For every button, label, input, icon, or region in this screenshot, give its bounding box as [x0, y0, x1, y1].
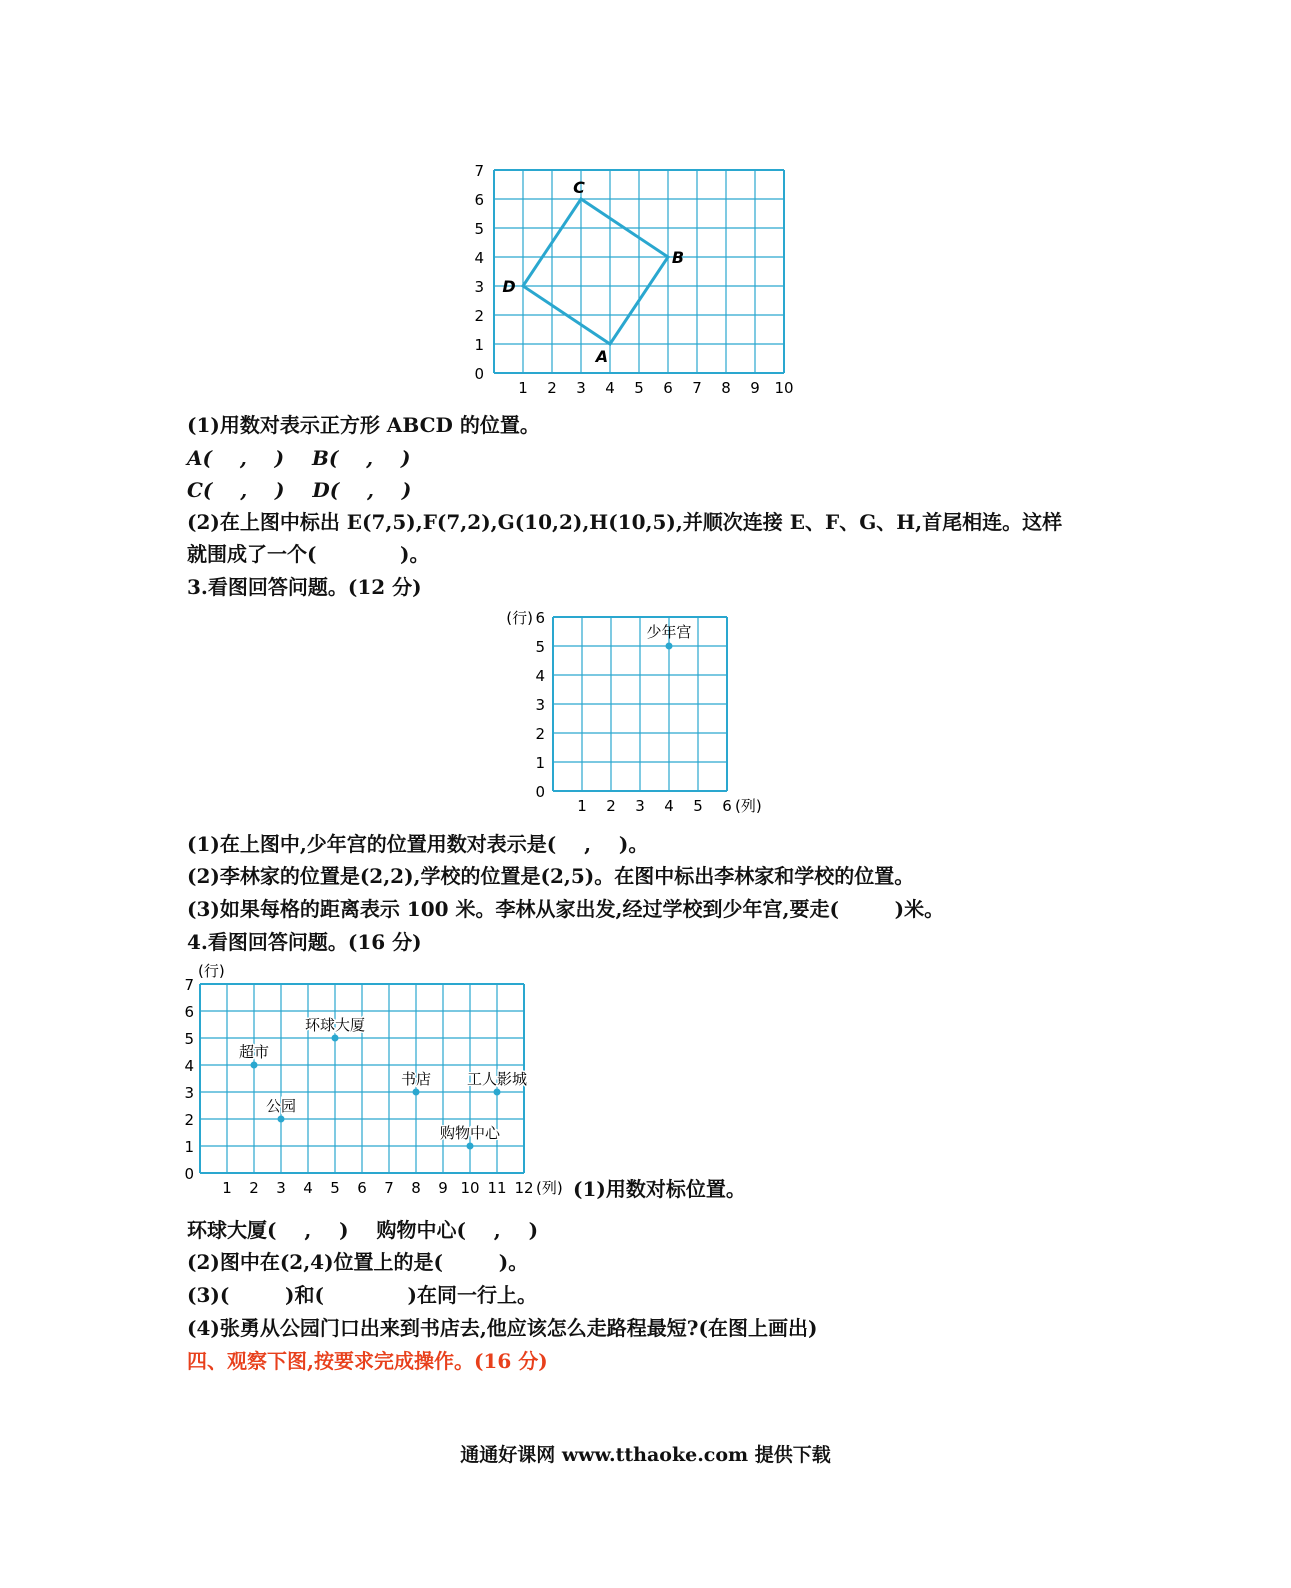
grid1-y-tick: 6 [474, 191, 484, 209]
q3-part2: (2)李林家的位置是(2,2),学校的位置是(2,5)。在图中标出李林家和学校的位置。 [187, 864, 915, 888]
grid3-y-tick: 3 [184, 1084, 194, 1102]
grid3-x-tick: 3 [276, 1179, 286, 1197]
grid1-x-tick: 2 [547, 379, 557, 397]
q3-heading: 3.看图回答问题。(12 分) [187, 575, 422, 599]
q3-part3: (3)如果每格的距离表示 100 米。李林从家出发,经过学校到少年宫,要走( )米。 [187, 897, 945, 921]
grid3-x-tick: 12 [514, 1179, 534, 1197]
grid2-y-tick: 0 [535, 783, 545, 801]
map-point [332, 1035, 339, 1042]
grid3-x-axis-label: (列) [536, 1179, 563, 1197]
square-abcd [523, 199, 668, 344]
grid2-x-tick: 1 [577, 797, 587, 815]
grid3-y-tick: 1 [184, 1138, 194, 1156]
q4-part1-answer: 环球大厦( , ) 购物中心( , ) [187, 1218, 539, 1242]
q4-part2: (2)图中在(2,4)位置上的是( )。 [187, 1250, 529, 1274]
grid3-y-tick: 5 [184, 1030, 194, 1048]
point-label-D: D [502, 277, 516, 296]
grid3-x-tick: 8 [411, 1179, 421, 1197]
grid2-x-tick: 2 [606, 797, 616, 815]
point-label-C: C [573, 178, 585, 197]
q2-answer-cd: C( , ) D( , ) [187, 478, 412, 502]
grid1-y-tick: 1 [474, 336, 484, 354]
grid1-y-tick: 0 [474, 365, 484, 383]
grid3-y-tick: 6 [184, 1003, 194, 1021]
grid1-x-tick: 9 [750, 379, 760, 397]
q4-heading: 4.看图回答问题。(16 分) [187, 930, 422, 954]
grid2-x-tick: 5 [693, 797, 703, 815]
grid2-y-tick: 1 [535, 754, 545, 772]
map-point [251, 1062, 258, 1069]
grid3-x-tick: 2 [249, 1179, 259, 1197]
map-point [278, 1116, 285, 1123]
grid3-y-tick: 2 [184, 1111, 194, 1129]
q2-part2-line2: 就围成了一个( )。 [187, 542, 430, 566]
map-point-label: 环球大厦 [304, 1016, 366, 1034]
grid3-chart [170, 955, 575, 1200]
shaonian-gong-label: 少年宫 [646, 623, 692, 641]
grid2-y-tick: 5 [535, 638, 545, 656]
grid2-y-axis-label: (行) [506, 609, 533, 627]
grid3-x-tick: 6 [357, 1179, 367, 1197]
grid1-y-tick: 2 [474, 307, 484, 325]
grid1-x-tick: 4 [605, 379, 615, 397]
map-point [413, 1089, 420, 1096]
grid3-y-tick: 0 [184, 1165, 194, 1183]
q2-part1: (1)用数对表示正方形 ABCD 的位置。 [187, 413, 540, 437]
q2-answer-ab: A( , ) B( , ) [187, 446, 411, 470]
grid1-x-tick: 1 [518, 379, 528, 397]
grid2-y-tick: 3 [535, 696, 545, 714]
map-point [494, 1089, 501, 1096]
section-4-heading: 四、观察下图,按要求完成操作。(16 分) [187, 1349, 548, 1373]
grid3-x-tick: 1 [222, 1179, 232, 1197]
grid1-y-tick: 7 [474, 162, 484, 180]
grid2-chart [495, 603, 785, 825]
grid3-y-tick: 4 [184, 1057, 194, 1075]
grid2-x-tick: 3 [635, 797, 645, 815]
grid1-x-tick: 8 [721, 379, 731, 397]
grid2-y-tick: 2 [535, 725, 545, 743]
q2-part2-line1: (2)在上图中标出 E(7,5),F(7,2),G(10,2),H(10,5),并顺次连接 E、F、G、H,首尾相连。这样 [187, 510, 1063, 534]
q4-part1: (1)用数对标位置。 [573, 1177, 746, 1201]
map-point-label: 公园 [265, 1097, 297, 1115]
grid3-x-tick: 7 [384, 1179, 394, 1197]
grid1-x-tick: 7 [692, 379, 702, 397]
grid3-x-tick: 10 [460, 1179, 480, 1197]
point-label-B: B [671, 248, 685, 267]
grid1-chart [470, 155, 810, 405]
point-label-A: A [595, 347, 609, 366]
grid3-y-axis-label: (行) [198, 962, 225, 980]
grid1-y-tick: 5 [474, 220, 484, 238]
grid1-y-tick: 4 [474, 249, 484, 267]
q3-part1: (1)在上图中,少年宫的位置用数对表示是( , )。 [187, 832, 649, 856]
map-point [467, 1143, 474, 1150]
grid1-x-tick: 3 [576, 379, 586, 397]
grid1-x-tick: 10 [774, 379, 794, 397]
map-point-label: 书店 [400, 1070, 432, 1088]
grid3-x-tick: 5 [330, 1179, 340, 1197]
q4-part3: (3)( )和( )在同一行上。 [187, 1283, 537, 1307]
grid2-y-tick: 4 [535, 667, 545, 685]
map-point-label: 购物中心 [439, 1124, 501, 1142]
map-point-label: 工人影城 [466, 1070, 528, 1088]
grid1-y-tick: 3 [474, 278, 484, 296]
grid2-x-tick: 4 [664, 797, 674, 815]
grid3-x-tick: 4 [303, 1179, 313, 1197]
grid3-x-tick: 11 [487, 1179, 507, 1197]
grid2-x-axis-label: (列) [735, 797, 762, 815]
map-point-label: 超市 [238, 1043, 270, 1061]
grid2-y-tick: 6 [535, 609, 545, 627]
grid3-y-tick: 7 [184, 976, 194, 994]
footer-download-note: 通通好课网 www.tthaoke.com 提供下载 [460, 1444, 831, 1466]
grid1-x-tick: 6 [663, 379, 673, 397]
grid3-x-tick: 9 [438, 1179, 448, 1197]
grid2-x-tick: 6 [722, 797, 732, 815]
q4-part4: (4)张勇从公园门口出来到书店去,他应该怎么走路程最短?(在图上画出) [187, 1316, 818, 1340]
shaonian-gong-point [666, 643, 673, 650]
grid1-x-tick: 5 [634, 379, 644, 397]
